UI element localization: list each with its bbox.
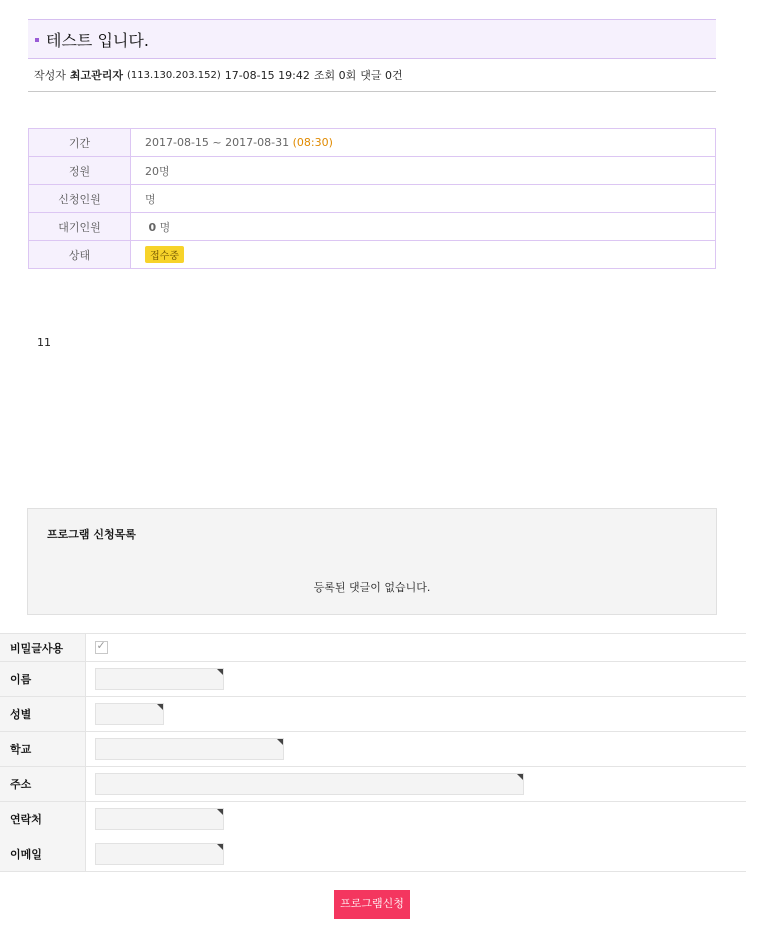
- phone-input[interactable]: [95, 808, 224, 830]
- info-row-applicants: [29, 185, 716, 213]
- secret-checkbox[interactable]: [95, 641, 108, 654]
- author-label: 작성자: [34, 69, 66, 82]
- capacity-value: 20명: [131, 157, 716, 185]
- form-label: 연락처: [0, 802, 85, 837]
- form-row-secret: [0, 634, 746, 662]
- info-row-period: [29, 129, 716, 157]
- form-label: 주소: [0, 767, 85, 802]
- form-row-address: [0, 767, 746, 802]
- info-label: 정원: [29, 157, 131, 185]
- author-name[interactable]: 최고관리자: [69, 69, 124, 82]
- post-meta: [28, 59, 716, 92]
- apply-list-title: 프로그램 신청목록: [47, 528, 136, 541]
- period-value: 2017-08-15 ~ 2017-08-31: [145, 136, 290, 149]
- empty-message: 등록된 댓글이 없습니다.: [313, 581, 431, 594]
- info-row-waiting: [29, 213, 716, 241]
- form-label: 이메일: [0, 837, 85, 872]
- waiting-unit: 명: [156, 220, 171, 234]
- form-row-phone: [0, 802, 746, 837]
- form-label: 이름: [0, 662, 85, 697]
- applicants-value: 명: [131, 185, 716, 213]
- name-input[interactable]: [95, 668, 224, 690]
- apply-list-box: [27, 508, 717, 615]
- email-input[interactable]: [95, 843, 224, 865]
- waiting-value: [131, 213, 716, 241]
- info-row-status: [29, 241, 716, 269]
- period-time: (08:30): [292, 136, 333, 149]
- post-body: 11: [37, 336, 51, 349]
- waiting-count: 0: [148, 220, 157, 234]
- form-row-email: [0, 837, 746, 872]
- comment-count: 댓글 0건: [360, 69, 403, 82]
- post-title-bar: [28, 19, 716, 59]
- post-title: 테스트 입니다.: [46, 31, 149, 50]
- info-label: 기간: [29, 129, 131, 157]
- apply-submit-button[interactable]: 프로그램신청: [334, 890, 410, 919]
- info-label: 신청인원: [29, 185, 131, 213]
- gender-input[interactable]: [95, 703, 164, 725]
- status-badge: 접수중: [145, 246, 184, 263]
- form-row-name: [0, 662, 746, 697]
- view-count: 조회 0회: [313, 69, 357, 82]
- bullet-icon: [35, 38, 39, 42]
- info-row-capacity: [29, 157, 716, 185]
- program-info-table: [28, 128, 716, 269]
- info-label: 상태: [29, 241, 131, 269]
- form-label: 비밀글사용: [0, 634, 85, 662]
- address-input[interactable]: [95, 773, 524, 795]
- form-row-school: [0, 732, 746, 767]
- apply-form: [0, 633, 746, 872]
- info-label: 대기인원: [29, 213, 131, 241]
- post-date: 17-08-15 19:42: [224, 68, 310, 82]
- author-ip: (113.130.203.152): [127, 69, 221, 81]
- form-row-gender: [0, 697, 746, 732]
- school-input[interactable]: [95, 738, 284, 760]
- form-label: 학교: [0, 732, 85, 767]
- info-value: [131, 129, 716, 157]
- status-value: [131, 241, 716, 269]
- form-label: 성별: [0, 697, 85, 732]
